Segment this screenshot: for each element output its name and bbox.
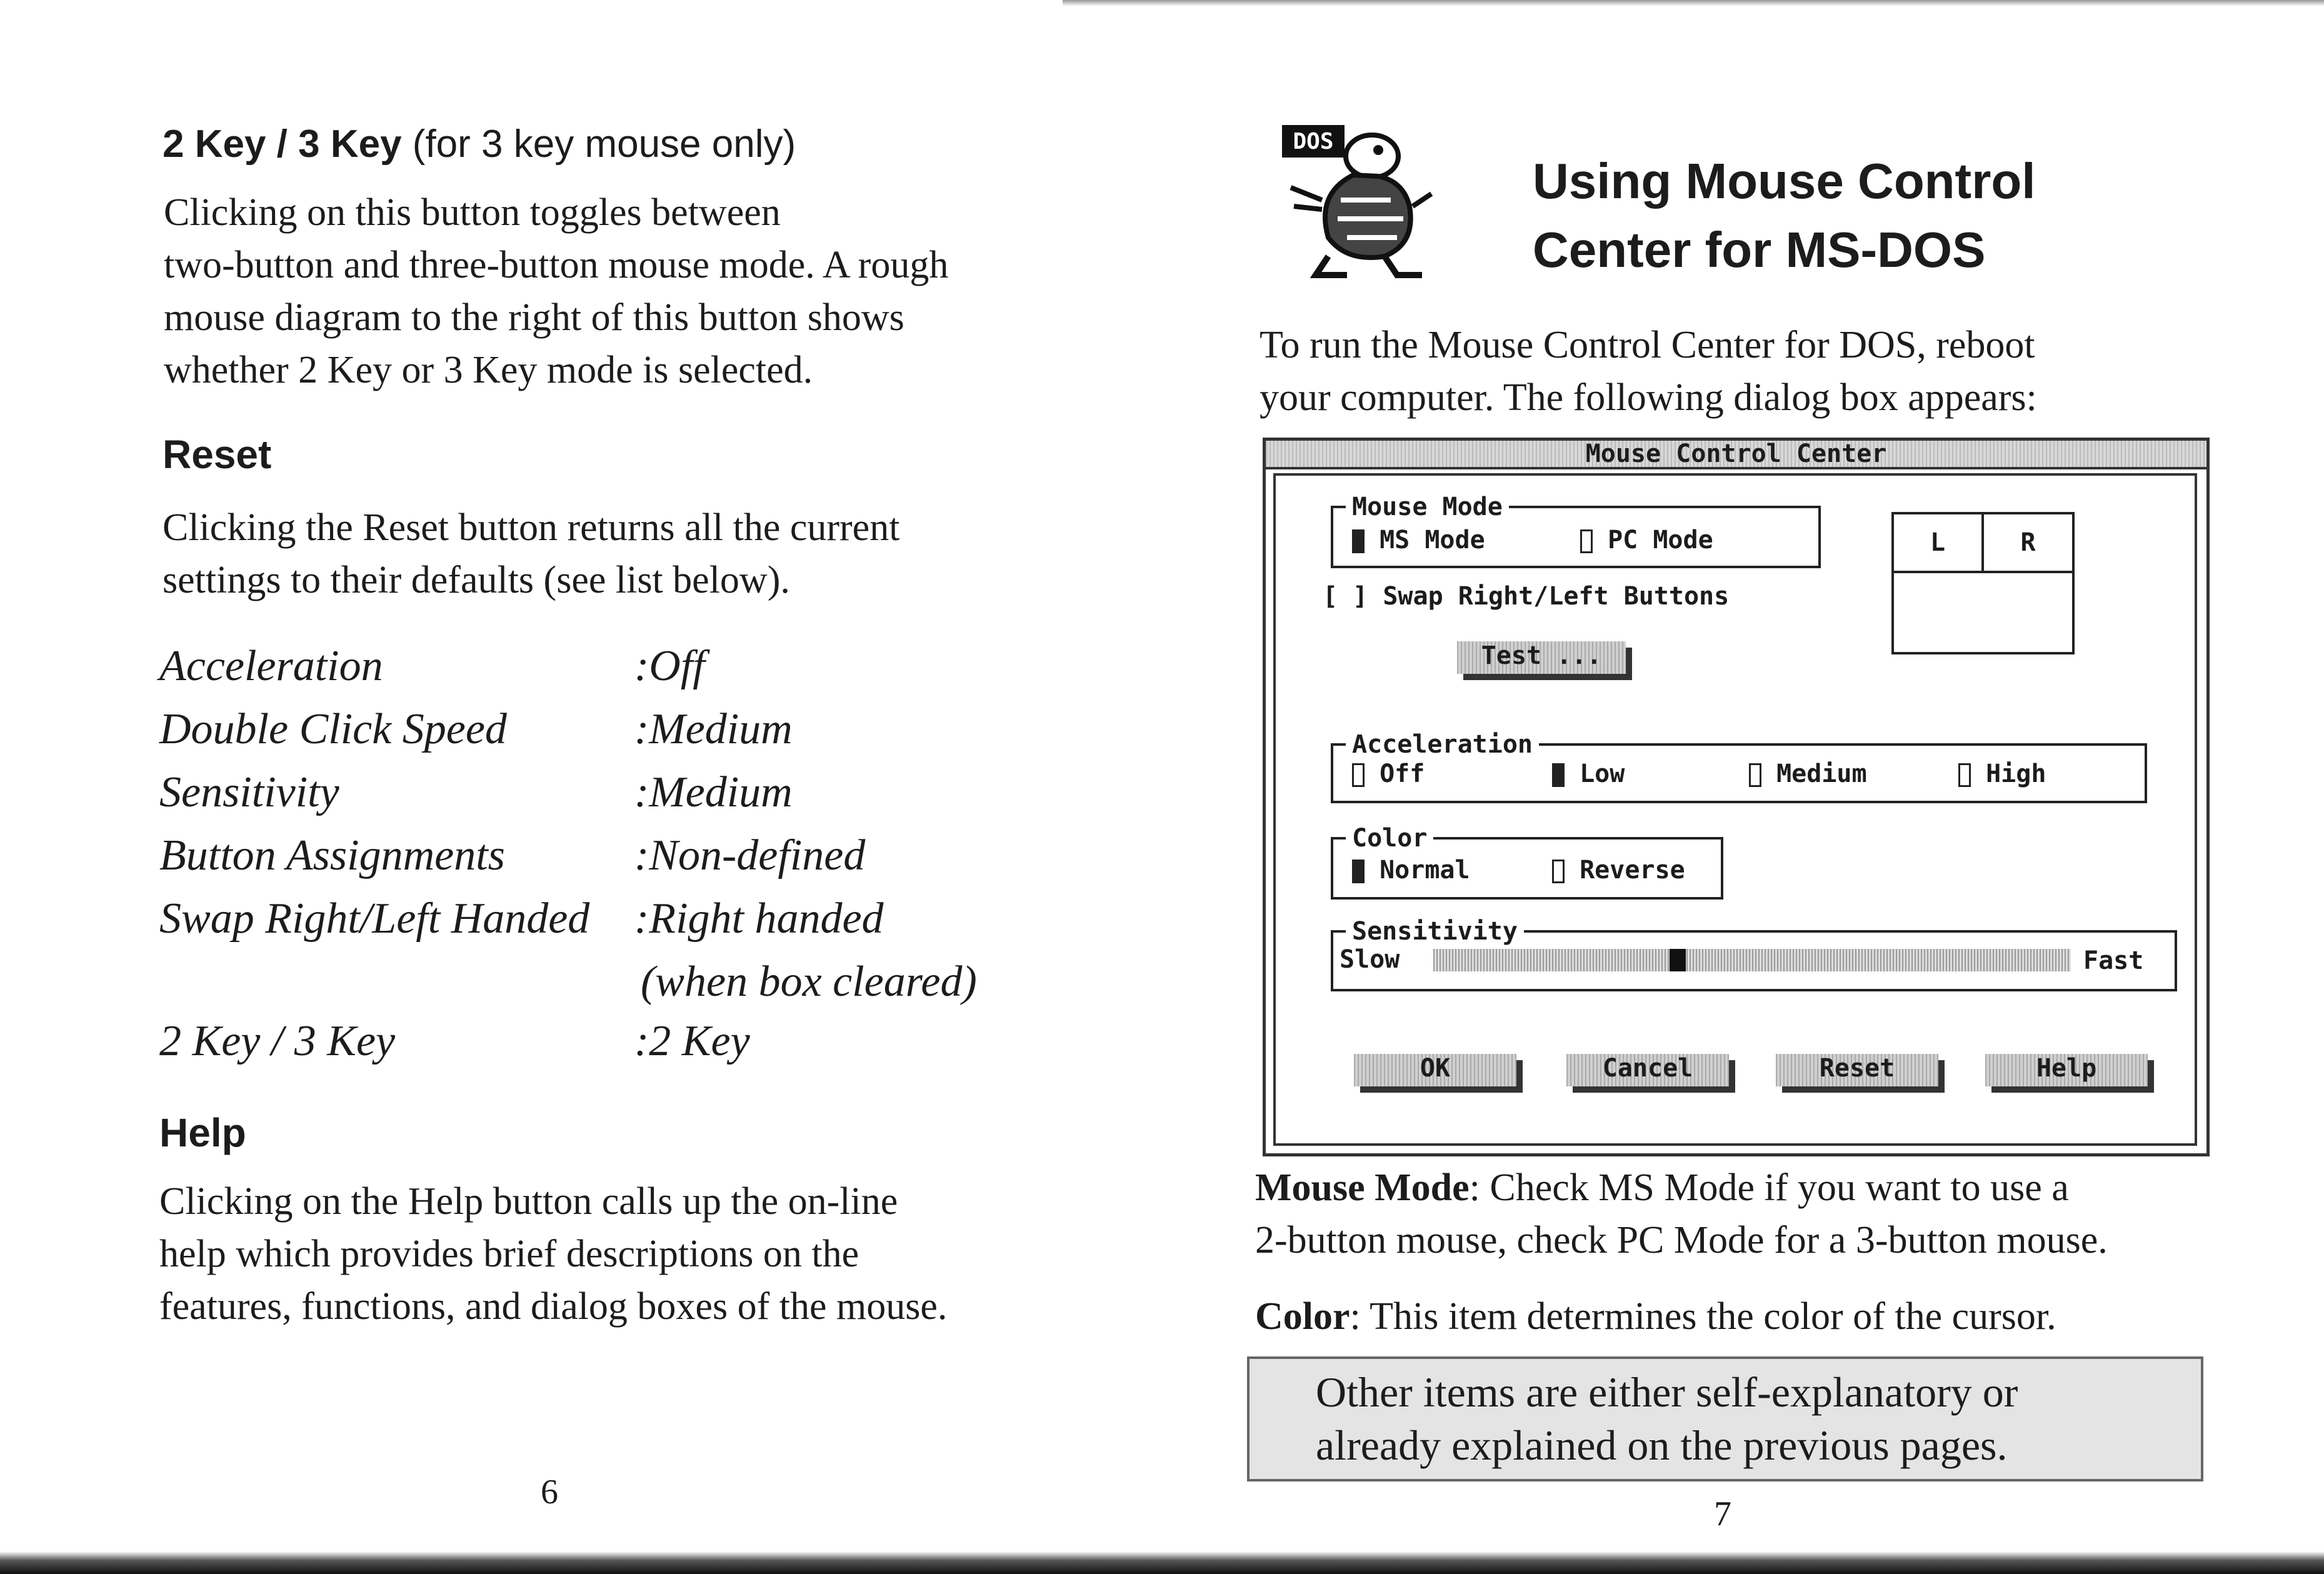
text-line: whether 2 Key or 3 Key mode is selected.	[164, 349, 813, 391]
text-line: features, functions, and dialog boxes of the mouse.	[159, 1285, 948, 1328]
accel-medium-radio[interactable]	[1749, 759, 1867, 788]
key-mode-paragraph	[164, 186, 948, 396]
default-key: Acceleration	[159, 642, 383, 690]
color-term: Color	[1255, 1295, 1350, 1338]
title-line: Using Mouse Control	[1533, 153, 2036, 209]
ms-mode-label: MS Mode	[1380, 526, 1485, 554]
color-normal-label: Normal	[1380, 856, 1470, 885]
radio-selected-icon	[1352, 529, 1365, 553]
dos-logo-text: DOS	[1293, 129, 1334, 154]
text-line: Other items are either self-explanatory or	[1316, 1368, 2018, 1416]
default-value: :Right handed	[634, 895, 884, 943]
acceleration-label: Acceleration	[1346, 732, 1539, 757]
ok-button[interactable]: OK	[1354, 1054, 1516, 1086]
page-number-right: 7	[1714, 1495, 1731, 1533]
accel-low-radio[interactable]	[1552, 759, 1625, 788]
accel-off-label: Off	[1380, 759, 1425, 788]
dialog-title-bar: Mouse Control Center	[1266, 441, 2206, 469]
accel-high-label: High	[1986, 759, 2046, 788]
default-value: :Off	[634, 642, 705, 690]
pc-mode-label: PC Mode	[1608, 526, 1713, 554]
default-key: 2 Key / 3 Key	[159, 1017, 396, 1065]
text-line: Clicking on the Help button calls up the on-line	[159, 1180, 898, 1223]
help-paragraph	[159, 1175, 947, 1333]
color-description	[1255, 1290, 2056, 1343]
cancel-button[interactable]: Cancel	[1566, 1054, 1729, 1086]
default-key: Sensitivity	[159, 768, 339, 816]
dos-mascot-logo	[1278, 119, 1447, 281]
reset-paragraph	[163, 501, 899, 606]
slow-label: Slow	[1340, 945, 1400, 974]
default-value: :Medium	[634, 768, 793, 816]
text-line: help which provides brief descriptions on the	[159, 1233, 859, 1275]
accel-medium-label: Medium	[1776, 759, 1867, 788]
right-button-diagram: R	[1984, 514, 2072, 573]
text-line: mouse diagram to the right of this button shows	[164, 296, 904, 339]
help-heading: Help	[159, 1110, 246, 1155]
text-line: your computer. The following dialog box appears:	[1260, 376, 2037, 419]
mouse-mode-group	[1331, 493, 1821, 568]
fast-label: Fast	[2083, 946, 2144, 975]
help-button[interactable]: Help	[1985, 1054, 2148, 1086]
left-button-diagram: L	[1894, 514, 1984, 573]
text-line	[1255, 1161, 2108, 1214]
default-value: :2 Key	[634, 1017, 750, 1065]
text-line: Clicking the Reset button returns all the current	[163, 506, 900, 549]
text-line: two-button and three-button mouse mode. A rough	[164, 244, 949, 286]
color-label: Color	[1346, 826, 1433, 851]
color-normal-radio[interactable]	[1352, 856, 1470, 885]
radio-empty-icon	[1749, 763, 1761, 787]
accel-high-radio[interactable]	[1958, 759, 2046, 788]
radio-selected-icon	[1352, 860, 1365, 883]
page-number-left: 6	[541, 1473, 558, 1511]
accel-off-radio[interactable]	[1352, 759, 1425, 788]
radio-empty-icon	[1580, 529, 1593, 553]
text-line: already explained on the previous pages.	[1316, 1421, 2008, 1469]
default-value: (when box cleared)	[641, 958, 977, 1006]
color-group	[1331, 824, 1723, 900]
sensitivity-label: Sensitivity	[1346, 919, 1524, 944]
default-key: Swap Right/Left Handed	[159, 895, 590, 943]
mouse-diagram	[1891, 512, 2075, 654]
note-text	[1316, 1366, 2018, 1472]
swap-buttons-checkbox[interactable]: [ ] Swap Right/Left Buttons	[1323, 582, 1730, 611]
mouse-mode-desc-text: : Check MS Mode if you want to use a	[1469, 1166, 2069, 1209]
reset-heading: Reset	[163, 432, 272, 477]
title-line: Center for MS-DOS	[1533, 222, 1986, 278]
sensitivity-slider-thumb[interactable]	[1670, 949, 1686, 971]
page-title	[1533, 147, 2035, 284]
color-reverse-radio[interactable]	[1552, 856, 1685, 885]
text-line: To run the Mouse Control Center for DOS, reboot	[1260, 324, 2035, 366]
pc-mode-radio[interactable]	[1580, 526, 1713, 554]
intro-paragraph	[1260, 319, 2037, 424]
radio-empty-icon	[1552, 860, 1565, 883]
reset-button[interactable]: Reset	[1776, 1054, 1938, 1086]
accel-low-label: Low	[1580, 759, 1625, 788]
test-button[interactable]: Test ...	[1457, 641, 1626, 674]
acceleration-group	[1331, 730, 2147, 803]
default-key: Button Assignments	[159, 831, 505, 880]
radio-empty-icon	[1958, 763, 1971, 787]
color-desc-text: : This item determines the color of the cursor.	[1350, 1295, 2056, 1338]
sensitivity-group	[1331, 917, 2177, 991]
page-bottom-edge	[0, 1551, 2324, 1574]
default-key: Double Click Speed	[159, 705, 507, 753]
default-value: :Medium	[634, 705, 793, 753]
text-line: 2-button mouse, check PC Mode for a 3-button mouse.	[1255, 1219, 2108, 1261]
key-mode-heading-note: (for 3 key mouse only)	[401, 123, 796, 166]
sensitivity-slider[interactable]	[1433, 949, 2071, 971]
text-line: Clicking on this button toggles between	[164, 191, 781, 234]
default-value: :Non-defined	[634, 831, 866, 880]
radio-empty-icon	[1352, 763, 1365, 787]
mouse-mode-term: Mouse Mode	[1255, 1166, 1470, 1209]
key-mode-heading-bold: 2 Key / 3 Key	[163, 123, 402, 166]
mouse-mode-description	[1255, 1161, 2108, 1266]
mouse-mode-label: Mouse Mode	[1346, 494, 1509, 519]
radio-selected-icon	[1552, 763, 1565, 787]
mouse-control-dialog	[1263, 438, 2210, 1156]
color-reverse-label: Reverse	[1580, 856, 1685, 885]
ms-mode-radio[interactable]	[1352, 526, 1485, 554]
page-top-edge	[1063, 0, 2324, 6]
key-mode-heading	[163, 122, 796, 166]
dialog-body	[1273, 473, 2197, 1146]
text-line: settings to their defaults (see list below).	[163, 559, 790, 601]
